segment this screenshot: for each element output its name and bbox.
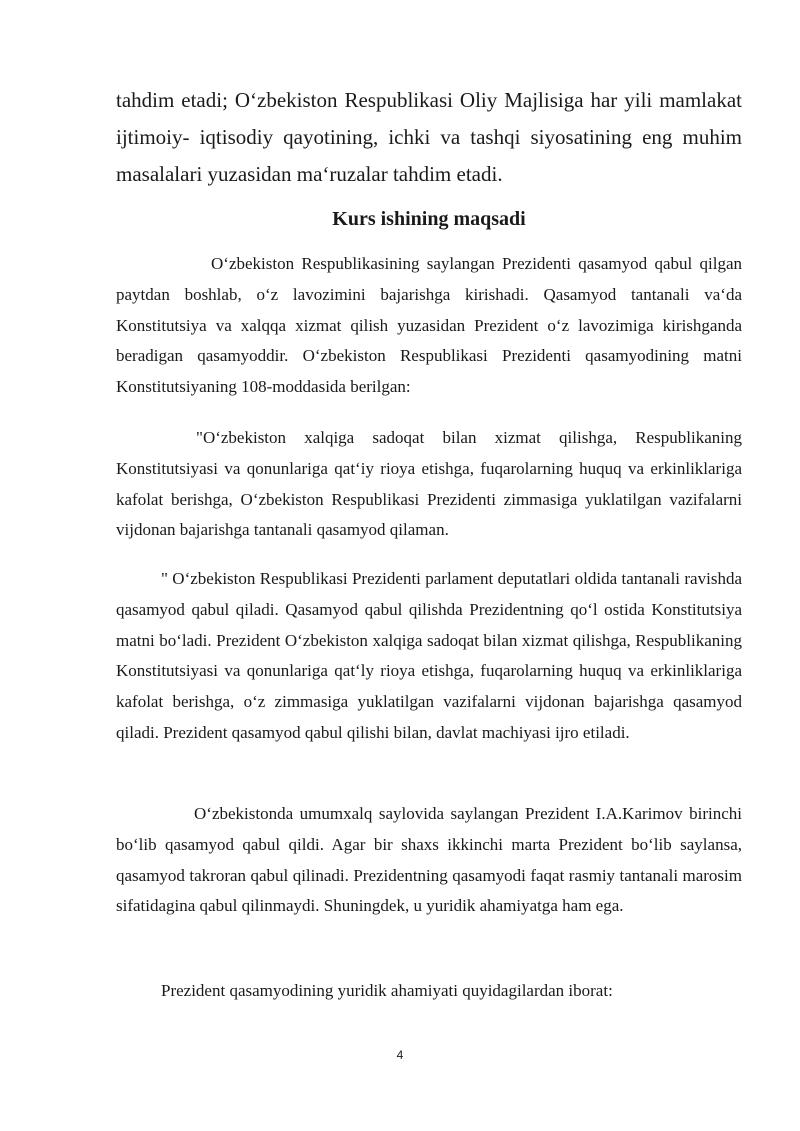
paragraph-oath-intro: O‘zbekiston Respublikasining saylangan Prezidenti qasamyod qabul qilgan paytdan boshlab, o‘z lavozimini bajarishga kirishadi. Qasamyod tantanali va‘da Konstitutsiya va xalqqa xizmat qilish yuzasidan Prezident o‘z lavozimiga kirishganda beradigan qasamyoddir. O‘zbekiston Respublikasi Prezidenti qasamyodining matni Konstitutsiyaning 108-moddasida berilgan: [116, 254, 742, 397]
lead-paragraph: tahdim etadi; O‘zbekiston Respublikasi Oliy Majlisiga har yili mamlakat ijtimoiy- iqtisodiy qayotining, ichki va tashqi siyosatining eng muhim masalalari yuzasidan ma‘ruzalar tahdim etadi. [116, 88, 742, 186]
paragraph-legal-significance: Prezident qasamyodining yuridik ahamiyati quyidagilardan iborat: [161, 981, 613, 1000]
page-number: 4 [396, 1048, 404, 1062]
paragraph-oath-text: "O‘zbekiston xalqiga sadoqat bilan xizmat qilishga, Respublikaning Konstitutsiyasi va qonunlariga qat‘iy rioya etishga, fuqarolarning huquq va erkinliklariga kafolat berishga, O‘zbekiston Respublikasi Prezidenti zimmasiga yuklatilgan vazifalarni vijdonan bajarishga tantanali qasamyod qilaman. [116, 428, 742, 540]
section-heading: Kurs ishining maqsadi [332, 208, 526, 230]
paragraph-first-oath: O‘zbekistonda umumxalq saylovida saylangan Prezident I.A.Karimov birinchi bo‘lib qasamyod qabul qildi. Agar bir shaxs ikkinchi marta Prezident bo‘lib saylansa, qasamyod takroran qabul qilinadi. Prezidentning qasamyodi faqat rasmiy tantanali marosim sifatidagina qabul qilinmaydi. Shuningdek, u yuridik ahamiyatga ham ega. [116, 804, 742, 916]
paragraph-oath-ceremony: " O‘zbekiston Respublikasi Prezidenti parlament deputatlari oldida tantanali ravishda qasamyod qabul qiladi. Qasamyod qabul qilishda Prezidentning qo‘l ostida Konstitutsiya matni bo‘ladi. Prezident O‘zbekiston xalqiga sadoqat bilan xizmat qilishga, Respublikaning Konstitutsiyasi va qonunlariga qat‘ly rioya etishga, fuqarolarning huquq va erkinliklariga kafolat berishga, o‘z zimmasiga yuklatilgan vazifalarni vijdonan bajarishga qasamyod qiladi. Prezident qasamyod qabul qilishi bilan, davlat machiyasi ijro etiladi. [116, 569, 742, 742]
